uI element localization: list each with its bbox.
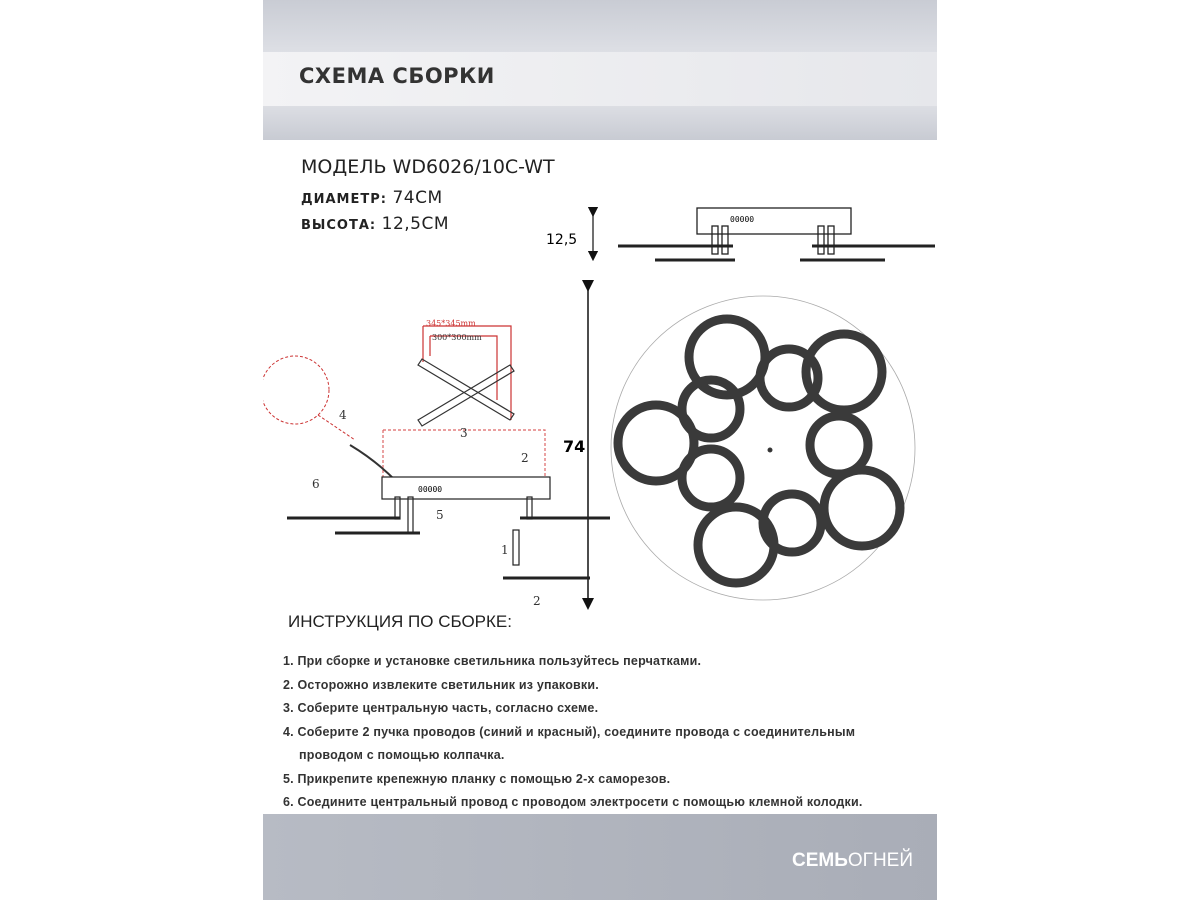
height-label: ВЫСОТА: [301, 218, 377, 233]
step-label-4: 4 [339, 408, 347, 422]
diameter-dimension: 74 [563, 437, 586, 456]
step-label-3: 3 [460, 426, 468, 440]
diameter-value: 74СМ [392, 188, 443, 208]
instruction-item-continued: проводом с помощью колпачка. [299, 748, 505, 762]
document-page [263, 0, 937, 900]
instruction-item: 1. При сборке и установке светильника пользуйтесь перчатками. [283, 654, 702, 668]
step-label-5: 5 [436, 508, 444, 522]
instructions-heading: ИНСТРУКЦИЯ ПО СБОРКЕ: [288, 612, 512, 631]
brand-logo [792, 850, 913, 872]
side-marking: 00000 [730, 215, 755, 224]
canopy [382, 477, 550, 499]
brand-bold: СЕМЬ [791, 850, 848, 871]
model-name: МОДЕЛЬ WD6026/10C-WT [301, 156, 555, 178]
assembly-diagram [263, 0, 937, 610]
instruction-item: 2. Осторожно извлеките светильник из упаковки. [283, 677, 599, 692]
height-dimension: 12,5 [546, 232, 578, 248]
instruction-item: 6. Соедините центральный провод с проводом электросети с помощью клемной колодки. [283, 795, 863, 809]
canopy-marking: 00000 [418, 485, 443, 494]
instruction-item: 4. Соберите 2 пучка проводов (синий и красный), соедините провода с соединительным [283, 724, 856, 739]
instruction-item: 5. Прикрепите крепежную планку с помощью 2-х саморезов. [283, 771, 671, 786]
wire-connection-detail [263, 356, 395, 480]
step-label-2: 2 [521, 451, 529, 465]
height-value: 12,5СМ [381, 214, 450, 234]
step-label-2b: 2 [533, 594, 541, 608]
outer-spacing: 345*345mm [426, 319, 476, 328]
arms [287, 497, 610, 578]
side-view [593, 208, 935, 260]
instructions-list [283, 652, 933, 817]
top-view [611, 296, 915, 600]
inner-spacing: 300*300mm [432, 333, 482, 342]
page-title: СХЕМА СБОРКИ [299, 64, 495, 88]
step-label-1: 1 [501, 543, 509, 557]
instruction-item: 3. Соберите центральную часть, согласно схеме. [283, 701, 599, 715]
step-label-6: 6 [312, 477, 320, 491]
diameter-label: ДИАМЕТР: [301, 192, 387, 207]
brand-light: ОГНЕЙ [847, 850, 913, 871]
